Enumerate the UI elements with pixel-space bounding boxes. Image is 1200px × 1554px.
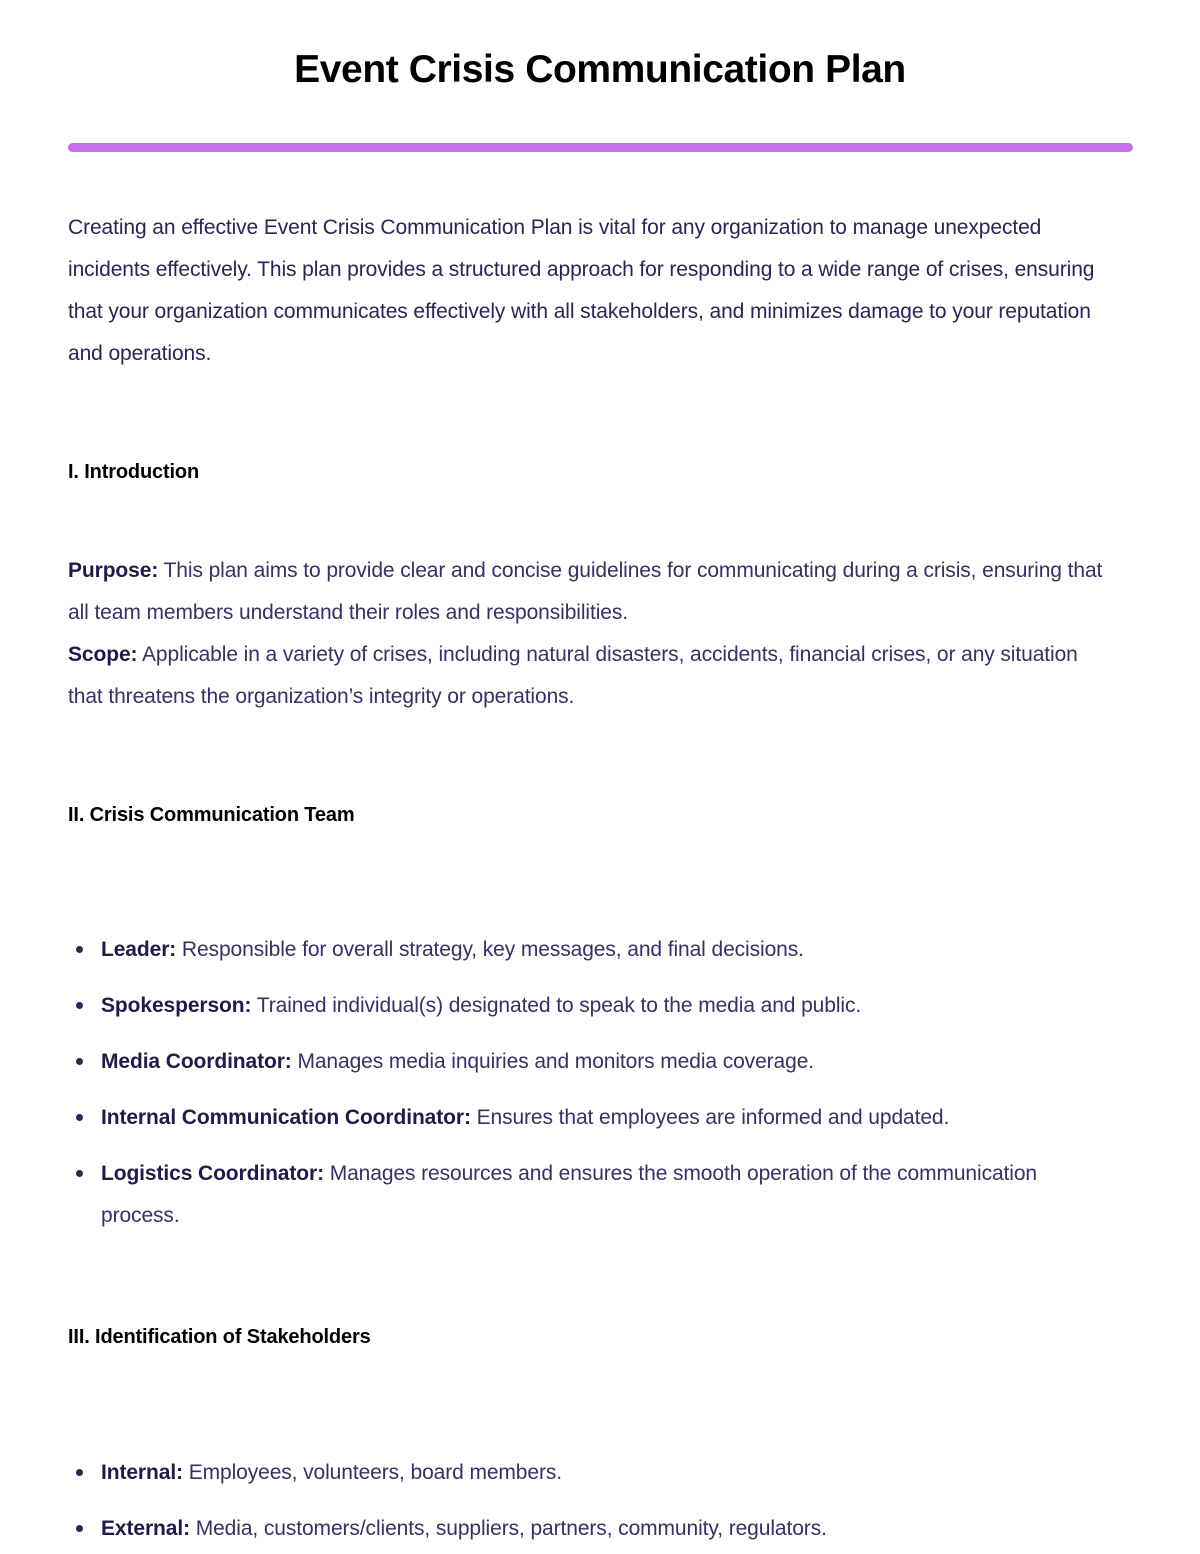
list-item-label: Internal: (101, 1461, 183, 1484)
list-item-label: Logistics Coordinator: (101, 1162, 324, 1185)
bullet-point-icon (76, 1058, 83, 1065)
list-item-label: External: (101, 1517, 190, 1540)
list-item-label: Spokesperson: (101, 994, 252, 1017)
list-item (68, 1508, 1101, 1550)
list-item (68, 1041, 1101, 1083)
list-item-text: Manages media inquiries and monitors media coverage. (291, 1050, 815, 1073)
document-content (0, 207, 1200, 1550)
section-heading-stakeholders: III. Identification of Stakeholders (68, 1326, 371, 1348)
list-item (68, 929, 1101, 971)
list-item-label: Media Coordinator: (101, 1050, 292, 1073)
scope-text: Applicable in a variety of crises, including natural disasters, accidents, financial crises, or any situation that threatens the organization’s integrity or operations. (68, 643, 1078, 708)
list-item-text: Manages resources and ensures the smooth operation of the communication process. (101, 1162, 1038, 1227)
section-heading-crisis-team: II. Crisis Communication Team (68, 804, 355, 826)
crisis-team-list (68, 929, 1132, 1237)
list-item-text: Employees, volunteers, board members. (182, 1461, 562, 1484)
spacer (68, 375, 1132, 458)
spacer (68, 829, 1132, 929)
bullet-point-icon (76, 1525, 83, 1532)
bullet-point-icon (76, 1469, 83, 1476)
purpose-paragraph (68, 550, 1103, 634)
stakeholders-list (68, 1452, 1132, 1550)
purpose-text: This plan aims to provide clear and concise guidelines for communicating during a crisis, ensuring that all team members understand their roles and responsibilities. (68, 559, 1103, 624)
bullet-point-icon (76, 1170, 83, 1177)
intro-paragraph: Creating an effective Event Crisis Communication Plan is vital for any organization to manage unexpected incidents effectively. This plan provides a structured approach for responding to a wide range of crises, ensuring that your organization communicates effectively with all stakeholders, and minimizes damage to your reputation and operations. (68, 216, 1095, 365)
spacer (68, 1351, 1132, 1452)
list-item (68, 1452, 1101, 1494)
spacer (68, 1237, 1132, 1323)
bullet-point-icon (76, 1002, 83, 1009)
purpose-label: Purpose: (68, 559, 159, 582)
list-item (68, 985, 1101, 1027)
list-item-label: Leader: (101, 938, 177, 961)
list-item (68, 1097, 1101, 1139)
list-item (68, 1153, 1101, 1237)
list-item-text: Responsible for overall strategy, key messages, and final decisions. (176, 938, 804, 961)
list-item-text: Media, customers/clients, suppliers, partners, community, regulators. (189, 1517, 827, 1540)
list-item-text: Ensures that employees are informed and updated. (470, 1106, 950, 1129)
section-heading-introduction: I. Introduction (68, 461, 200, 483)
spacer (68, 718, 1132, 801)
scope-label: Scope: (68, 643, 138, 666)
spacer (68, 486, 1132, 550)
page-title: Event Crisis Communication Plan (294, 48, 906, 91)
title-divider-bar (68, 143, 1133, 152)
list-item-text: Trained individual(s) designated to speak to the media and public. (251, 994, 862, 1017)
bullet-point-icon (76, 1114, 83, 1121)
scope-paragraph (68, 634, 1103, 718)
intro-paragraph-block (68, 207, 1132, 375)
bullet-point-icon (76, 946, 83, 953)
list-item-label: Internal Communication Coordinator: (101, 1106, 471, 1129)
